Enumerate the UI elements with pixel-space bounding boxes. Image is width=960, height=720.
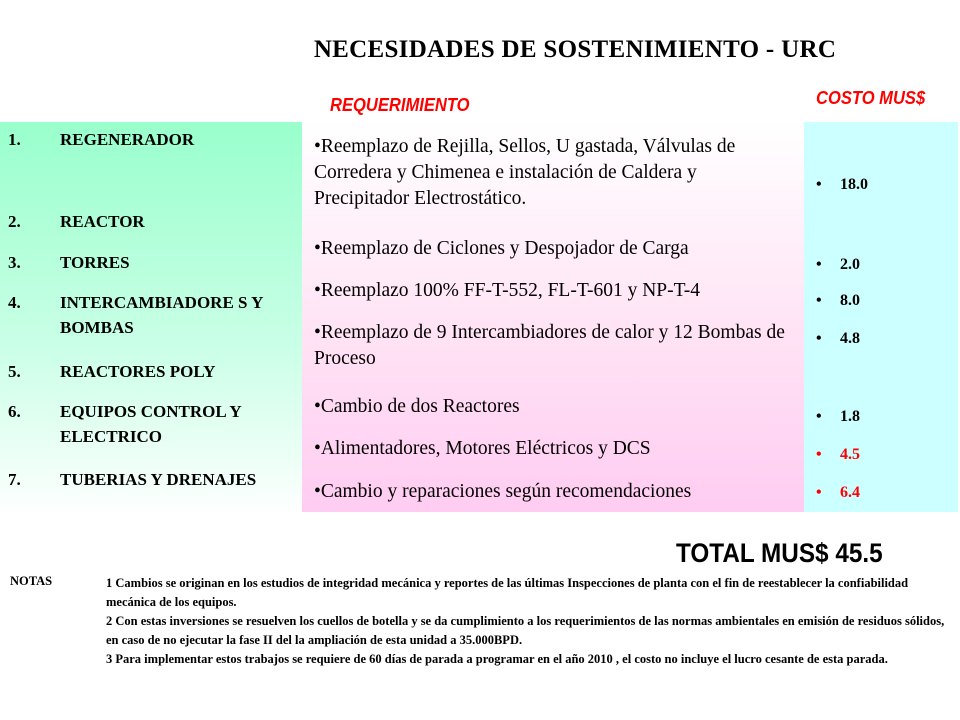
cost-value: 18.0 (840, 176, 868, 193)
cost-item: • 2.0 (816, 256, 860, 273)
equipment-name: REGENERADOR (60, 130, 195, 149)
requirement-item: •Reemplazo de 9 Intercambiadores de calor y 12 Bombas de Proceso (314, 322, 785, 369)
equipment-name: TUBERIAS Y DRENAJES (60, 470, 257, 489)
cost-value: 1.8 (840, 408, 860, 425)
equipment-number: 1. (8, 130, 21, 149)
equipment-name: REACTOR (60, 212, 145, 231)
cost-value: 6.4 (840, 484, 860, 501)
requerimiento-header: REQUERIMIENTO (330, 95, 470, 115)
equipment-name: INTERCAMBIADORE S Y BOMBAS (60, 293, 263, 337)
cost-item: • 1.8 (816, 408, 860, 425)
equipment-number: 3. (8, 253, 21, 272)
requirement-item: •Cambio y reparaciones según recomendaciones (314, 481, 692, 502)
equipment-number: 5. (8, 362, 21, 381)
note-item: 1 Cambios se originan en los estudios de integridad mecánica y reportes de las últimas Inspecciones de planta con el fin de reestablecer la confiabilidad mecánica de los equipos. (106, 576, 909, 609)
cost-value: 2.0 (840, 256, 860, 273)
equipment-number: 7. (8, 470, 21, 489)
cost-item: • 6.4 (816, 484, 860, 501)
equipment-name: EQUIPOS CONTROL Y ELECTRICO (60, 402, 242, 446)
cost-item: • 4.8 (816, 330, 860, 347)
equipment-name: REACTORES POLY (60, 362, 216, 381)
notes-label: NOTAS (10, 574, 53, 588)
cost-value: 4.5 (840, 446, 860, 463)
equipment-number: 6. (8, 402, 21, 421)
equipment-number: 2. (8, 212, 21, 231)
cost-item: • 18.0 (816, 176, 868, 193)
requirement-item: •Cambio de dos Reactores (314, 396, 520, 417)
requirement-item: •Reemplazo 100% FF-T-552, FL-T-601 y NP-T-4 (314, 280, 700, 301)
cost-value: 4.8 (840, 330, 860, 347)
requirement-item: •Reemplazo de Ciclones y Despojador de Carga (314, 238, 689, 259)
requirement-item: •Alimentadores, Motores Eléctricos y DCS (314, 438, 651, 459)
total-cost: TOTAL MUS$ 45.5 (676, 538, 883, 568)
note-item: 2 Con estas inversiones se resuelven los cuellos de botella y se da cumplimiento a los requerimientos de las normas ambientales en emisión de residuos sólidos, en caso de no ejecutar la fase II del la ampliación de esta unidad a 35.000BPD. (106, 614, 945, 647)
requirement-item: •Reemplazo de Rejilla, Sellos, U gastada, Válvulas de Corredera y Chimenea e instalación de Caldera y Precipitador Electrostático. (314, 136, 736, 209)
cost-value: 8.0 (840, 292, 860, 309)
costo-header: COSTO MUS$ (816, 88, 926, 108)
equipment-name: TORRES (60, 253, 130, 272)
page-title: NECESIDADES DE SOSTENIMIENTO - URC (313, 36, 837, 63)
cost-item: • 4.5 (816, 446, 860, 463)
cost-item: • 8.0 (816, 292, 860, 309)
note-item: 3 Para implementar estos trabajos se requiere de 60 días de parada a programar en el año 2010 , el costo no incluye el lucro cesante de esta parada. (106, 652, 888, 666)
equipment-number: 4. (8, 293, 21, 312)
